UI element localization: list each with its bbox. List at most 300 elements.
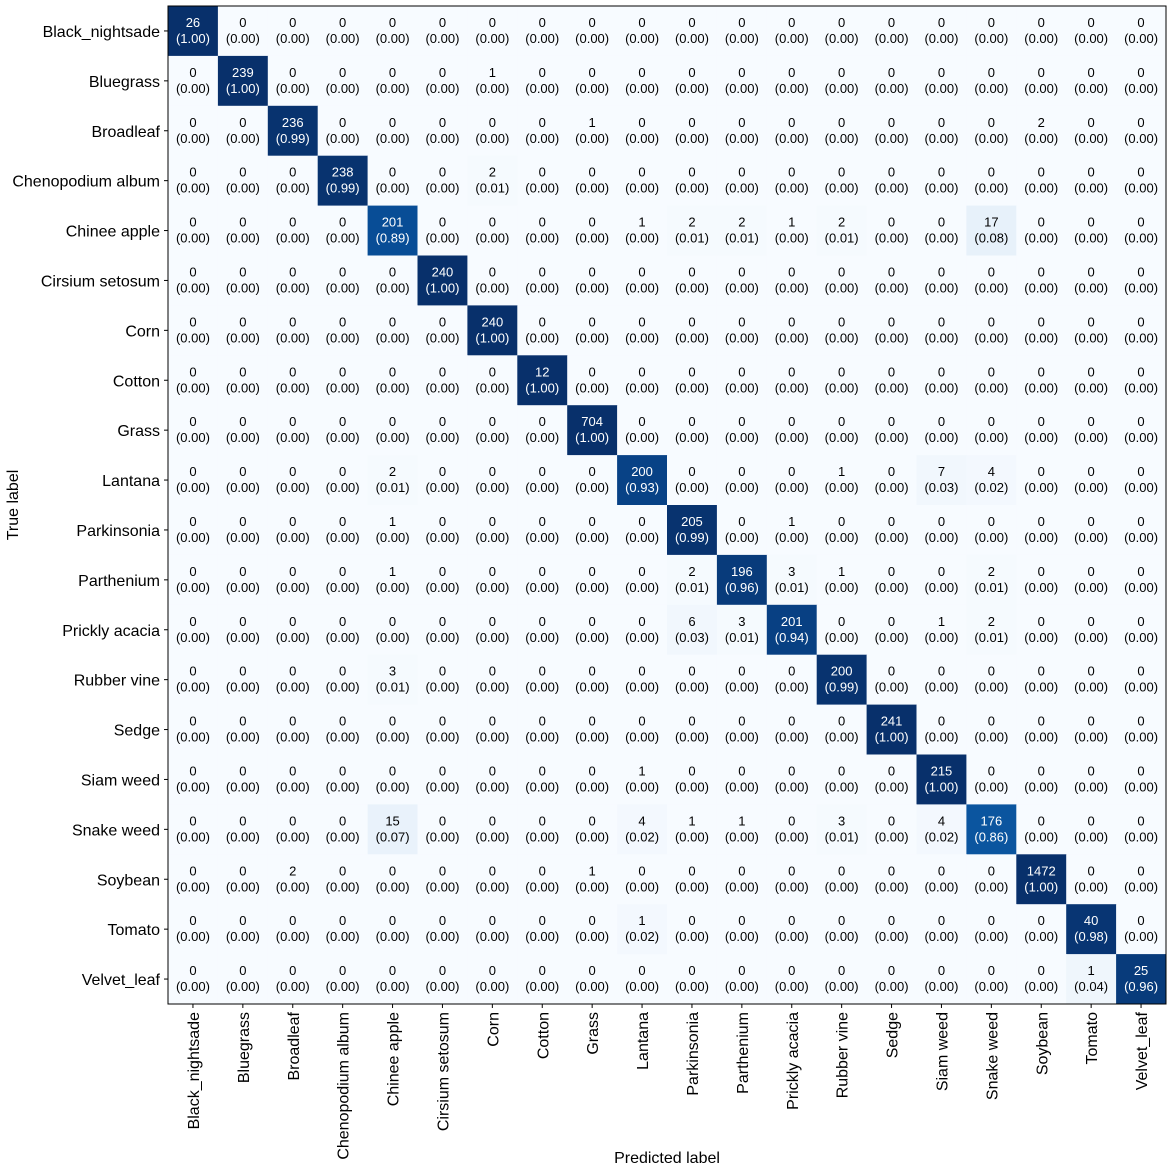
cell-count-label: 0	[987, 314, 995, 330]
cell-fraction-label: (0.00)	[525, 180, 560, 196]
y-tick-label: Soybean	[96, 872, 160, 890]
cell-count-label: 0	[987, 713, 995, 729]
cell-count-label: 0	[339, 763, 347, 779]
cell-fraction-label: (0.00)	[824, 779, 859, 795]
cell-count-label: 3	[838, 813, 846, 829]
cell-count-label: 0	[1037, 264, 1045, 280]
y-tick-label: Lantana	[102, 473, 160, 491]
cell-count-label: 0	[438, 214, 447, 230]
cell-count-label: 0	[588, 913, 596, 929]
cell-count-label: 0	[438, 464, 447, 480]
cell-fraction-label: (0.00)	[175, 829, 210, 845]
cell-fraction-label: (0.00)	[874, 629, 909, 645]
cell-fraction-label: (0.00)	[874, 230, 909, 246]
cell-fraction-label: (0.00)	[425, 529, 460, 545]
y-tick-label: Siam weed	[80, 772, 160, 790]
cell-fraction-label: (0.00)	[375, 629, 410, 645]
cell-count-label: 0	[638, 663, 646, 679]
cell-count-label: 2	[1037, 114, 1045, 130]
cell-count-label: 0	[339, 464, 347, 480]
cell-count-label: 0	[838, 913, 846, 929]
cell-count-label: 0	[838, 513, 846, 529]
cell-fraction-label: (0.00)	[425, 230, 460, 246]
cell-fraction-label: (0.00)	[325, 230, 360, 246]
cell-count-label: 0	[239, 763, 247, 779]
cell-count-label: 3	[738, 613, 746, 629]
cell-fraction-label: (0.00)	[724, 779, 759, 795]
cell-fraction-label: (0.00)	[175, 280, 210, 296]
cell-count-label: 12	[535, 364, 550, 380]
cell-count-label: 0	[588, 164, 596, 180]
cell-fraction-label: (0.00)	[1124, 879, 1159, 895]
cell-fraction-label: (0.00)	[325, 380, 360, 396]
cell-fraction-label: (0.00)	[1024, 430, 1059, 446]
cell-count-label: 0	[887, 563, 896, 579]
cell-fraction-label: (0.00)	[974, 430, 1009, 446]
y-tick-label: Chinee apple	[65, 223, 160, 241]
cell-fraction-label: (0.00)	[874, 779, 909, 795]
cell-fraction-label: (0.00)	[575, 579, 610, 595]
cell-fraction-label: (0.00)	[525, 629, 560, 645]
x-tick-labels	[186, 1004, 1151, 1160]
cell-count-label: 0	[1087, 364, 1095, 380]
cell-count-label: 0	[937, 264, 946, 280]
cell-count-label: 0	[937, 713, 946, 729]
cell-fraction-label: (0.00)	[674, 679, 709, 695]
cell-fraction-label: (0.00)	[674, 130, 709, 146]
cell-count-label: 0	[538, 563, 546, 579]
cell-count-label: 0	[1137, 813, 1145, 829]
cell-fraction-label: (0.00)	[1074, 579, 1109, 595]
cell-fraction-label: (0.00)	[225, 180, 260, 196]
cell-fraction-label: (0.00)	[774, 180, 809, 196]
cell-count-label: 0	[738, 114, 746, 130]
cell-count-label: 0	[189, 613, 197, 629]
cell-count-label: 0	[488, 763, 496, 779]
y-tick-label: Parkinsonia	[76, 522, 160, 540]
x-tick-label: Lantana	[635, 1012, 653, 1070]
cell-count-label: 0	[1087, 64, 1095, 80]
cell-count-label: 0	[638, 114, 646, 130]
cell-count-label: 0	[638, 713, 646, 729]
cell-count-label: 0	[189, 464, 197, 480]
cell-fraction-label: (0.96)	[724, 579, 759, 595]
cell-fraction-label: (0.01)	[375, 679, 410, 695]
cell-count-label: 0	[239, 813, 247, 829]
cell-fraction-label: (0.00)	[774, 30, 809, 46]
cell-count-label: 0	[738, 963, 746, 979]
cell-fraction-label: (0.00)	[425, 480, 460, 496]
cell-fraction-label: (0.00)	[724, 330, 759, 346]
cell-fraction-label: (0.00)	[275, 80, 310, 96]
cell-fraction-label: (0.00)	[575, 879, 610, 895]
heatmap-cells	[168, 6, 1167, 1005]
cell-fraction-label: (0.00)	[225, 879, 260, 895]
cell-fraction-label: (0.00)	[525, 280, 560, 296]
cell-fraction-label: (0.00)	[1124, 430, 1159, 446]
cell-count-label: 0	[1087, 114, 1095, 130]
cell-count-label: 0	[937, 863, 946, 879]
x-tick-label: Corn	[485, 1012, 503, 1047]
cell-fraction-label: (0.00)	[375, 529, 410, 545]
cell-count-label: 0	[1037, 563, 1045, 579]
cell-fraction-label: (0.00)	[724, 30, 759, 46]
cell-fraction-label: (0.00)	[275, 729, 310, 745]
cell-fraction-label: (0.00)	[525, 80, 560, 96]
cell-fraction-label: (0.00)	[425, 330, 460, 346]
cell-fraction-label: (0.00)	[225, 579, 260, 595]
cell-count-label: 0	[289, 414, 297, 430]
cell-fraction-label: (0.00)	[1024, 679, 1059, 695]
y-tick-label: Velvet_leaf	[81, 972, 160, 990]
cell-count-label: 0	[638, 613, 646, 629]
cell-fraction-label: (0.00)	[974, 380, 1009, 396]
cell-fraction-label: (0.01)	[974, 629, 1009, 645]
cell-fraction-label: (0.00)	[575, 80, 610, 96]
cell-fraction-label: (0.00)	[375, 280, 410, 296]
cell-fraction-label: (0.00)	[575, 130, 610, 146]
cell-fraction-label: (0.00)	[1124, 579, 1159, 595]
cell-fraction-label: (0.00)	[674, 380, 709, 396]
cell-fraction-label: (0.00)	[325, 280, 360, 296]
cell-count-label: 0	[1087, 464, 1095, 480]
cell-count-label: 0	[1087, 813, 1095, 829]
cell-count-label: 0	[538, 114, 546, 130]
cell-count-label: 0	[887, 663, 896, 679]
cell-count-label: 0	[588, 464, 596, 480]
cell-count-label: 0	[488, 414, 496, 430]
cell-fraction-label: (0.00)	[1074, 330, 1109, 346]
cell-count-label: 0	[1087, 164, 1095, 180]
cell-fraction-label: (0.00)	[525, 879, 560, 895]
cell-count-label: 0	[1087, 414, 1095, 430]
cell-fraction-label: (0.89)	[375, 230, 410, 246]
cell-count-label: 0	[488, 563, 496, 579]
cell-count-label: 0	[638, 963, 646, 979]
cell-count-label: 26	[185, 14, 201, 30]
cell-fraction-label: (0.00)	[1024, 629, 1059, 645]
cell-fraction-label: (0.00)	[375, 430, 410, 446]
cell-fraction-label: (0.00)	[575, 480, 610, 496]
cell-fraction-label: (0.00)	[1124, 629, 1159, 645]
cell-fraction-label: (0.00)	[525, 230, 560, 246]
cell-fraction-label: (0.00)	[774, 230, 809, 246]
cell-count-label: 3	[788, 563, 796, 579]
cell-count-label: 0	[388, 114, 397, 130]
cell-count-label: 0	[488, 513, 496, 529]
cell-count-label: 0	[838, 863, 846, 879]
cell-count-label: 0	[688, 314, 696, 330]
cell-count-label: 0	[388, 913, 397, 929]
cell-count-label: 196	[730, 563, 753, 579]
cell-count-label: 0	[289, 513, 297, 529]
cell-count-label: 4	[937, 813, 946, 829]
cell-count-label: 6	[688, 613, 696, 629]
cell-count-label: 0	[588, 563, 596, 579]
cell-fraction-label: (0.00)	[575, 529, 610, 545]
cell-fraction-label: (0.00)	[175, 480, 210, 496]
cell-count-label: 0	[488, 364, 496, 380]
cell-count-label: 0	[239, 713, 247, 729]
cell-count-label: 0	[738, 663, 746, 679]
cell-fraction-label: (0.00)	[674, 879, 709, 895]
cell-count-label: 1	[638, 913, 646, 929]
cell-fraction-label: (0.00)	[1074, 30, 1109, 46]
cell-count-label: 0	[1137, 64, 1145, 80]
cell-fraction-label: (0.00)	[924, 629, 959, 645]
cell-count-label: 0	[388, 14, 397, 30]
cell-count-label: 0	[488, 264, 496, 280]
cell-fraction-label: (0.00)	[575, 330, 610, 346]
cell-fraction-label: (0.00)	[375, 729, 410, 745]
cell-count-label: 2	[688, 214, 696, 230]
cell-fraction-label: (0.00)	[275, 280, 310, 296]
cell-fraction-label: (0.00)	[874, 579, 909, 595]
cell-count-label: 0	[788, 663, 796, 679]
cell-count-label: 0	[239, 464, 247, 480]
cell-count-label: 0	[189, 663, 197, 679]
cell-count-label: 0	[887, 513, 896, 529]
cell-fraction-label: (0.00)	[425, 879, 460, 895]
cell-fraction-label: (0.00)	[924, 879, 959, 895]
y-tick-label: Parthenium	[78, 572, 160, 590]
cell-count-label: 0	[438, 713, 447, 729]
cell-count-label: 0	[538, 14, 546, 30]
cell-count-label: 0	[189, 863, 197, 879]
cell-fraction-label: (0.00)	[225, 380, 260, 396]
cell-count-label: 0	[388, 64, 397, 80]
cell-fraction-label: (0.00)	[724, 80, 759, 96]
cell-count-label: 0	[289, 563, 297, 579]
cell-fraction-label: (0.00)	[774, 529, 809, 545]
cell-fraction-label: (0.00)	[924, 80, 959, 96]
cell-count-label: 0	[738, 264, 746, 280]
x-axis-title: Predicted label	[614, 1150, 720, 1167]
y-tick-labels	[12, 24, 168, 989]
cell-count-label: 0	[987, 663, 995, 679]
cell-fraction-label: (0.00)	[325, 130, 360, 146]
cell-fraction-label: (0.00)	[724, 979, 759, 995]
cell-fraction-label: (0.01)	[724, 629, 759, 645]
cell-count-label: 0	[788, 14, 796, 30]
cell-fraction-label: (0.08)	[974, 230, 1009, 246]
cell-count-label: 0	[438, 364, 447, 380]
cell-fraction-label: (0.00)	[874, 529, 909, 545]
cell-fraction-label: (0.00)	[724, 929, 759, 945]
cell-fraction-label: (0.00)	[475, 779, 510, 795]
cell-count-label: 0	[339, 364, 347, 380]
cell-fraction-label: (0.00)	[974, 529, 1009, 545]
cell-fraction-label: (1.00)	[175, 30, 210, 46]
cell-fraction-label: (0.00)	[275, 929, 310, 945]
x-tick-label: Siam weed	[934, 1011, 952, 1092]
cell-count-label: 0	[538, 713, 546, 729]
x-tick-label: Velvet_leaf	[1134, 1012, 1152, 1091]
cell-fraction-label: (1.00)	[924, 779, 959, 795]
cell-count-label: 2	[688, 563, 696, 579]
y-tick-label: Rubber vine	[73, 672, 160, 690]
cell-fraction-label: (0.94)	[774, 629, 809, 645]
cell-fraction-label: (0.00)	[874, 330, 909, 346]
cell-fraction-label: (0.00)	[575, 979, 610, 995]
cell-count-label: 0	[688, 164, 696, 180]
cell-fraction-label: (0.00)	[974, 729, 1009, 745]
cell-count-label: 1	[638, 214, 646, 230]
cell-fraction-label: (0.00)	[475, 979, 510, 995]
cell-fraction-label: (0.04)	[1074, 979, 1109, 995]
cell-fraction-label: (0.00)	[924, 180, 959, 196]
cell-fraction-label: (0.00)	[525, 779, 560, 795]
cell-fraction-label: (0.00)	[824, 130, 859, 146]
cell-count-label: 0	[339, 963, 347, 979]
cell-fraction-label: (0.00)	[225, 130, 260, 146]
cell-count-label: 0	[289, 963, 297, 979]
cell-count-label: 2	[388, 464, 397, 480]
cell-count-label: 0	[788, 763, 796, 779]
x-tick-label: Snake weed	[984, 1012, 1002, 1101]
cell-fraction-label: (0.00)	[275, 529, 310, 545]
cell-count-label: 0	[388, 314, 397, 330]
cell-count-label: 0	[289, 713, 297, 729]
cell-fraction-label: (0.00)	[774, 130, 809, 146]
cell-fraction-label: (0.00)	[974, 879, 1009, 895]
cell-fraction-label: (0.00)	[525, 430, 560, 446]
cell-fraction-label: (0.00)	[924, 30, 959, 46]
cell-count-label: 0	[189, 264, 197, 280]
cell-fraction-label: (0.00)	[225, 779, 260, 795]
x-tick-label: Grass	[585, 1012, 603, 1055]
cell-fraction-label: (0.96)	[1124, 979, 1159, 995]
cell-fraction-label: (0.00)	[575, 929, 610, 945]
cell-fraction-label: (0.00)	[774, 779, 809, 795]
cell-fraction-label: (0.00)	[575, 829, 610, 845]
cell-fraction-label: (0.00)	[824, 330, 859, 346]
cell-count-label: 0	[1037, 414, 1045, 430]
cell-fraction-label: (0.00)	[1124, 230, 1159, 246]
cell-count-label: 0	[438, 64, 447, 80]
cell-count-label: 0	[239, 114, 247, 130]
cell-fraction-label: (0.00)	[275, 979, 310, 995]
cell-count-label: 0	[887, 214, 896, 230]
cell-fraction-label: (0.00)	[924, 729, 959, 745]
cell-fraction-label: (0.00)	[724, 130, 759, 146]
cell-fraction-label: (0.00)	[625, 779, 660, 795]
cell-count-label: 0	[987, 963, 995, 979]
cell-fraction-label: (0.00)	[225, 679, 260, 695]
cell-count-label: 0	[239, 863, 247, 879]
cell-fraction-label: (0.00)	[275, 180, 310, 196]
cell-count-label: 0	[788, 913, 796, 929]
cell-fraction-label: (0.00)	[824, 280, 859, 296]
cell-fraction-label: (0.00)	[924, 529, 959, 545]
cell-count-label: 0	[438, 863, 447, 879]
cell-count-label: 0	[289, 364, 297, 380]
cell-count-label: 1	[388, 563, 397, 579]
cell-count-label: 0	[738, 364, 746, 380]
cell-fraction-label: (0.99)	[824, 679, 859, 695]
cell-fraction-label: (0.00)	[275, 330, 310, 346]
cell-fraction-label: (0.00)	[824, 629, 859, 645]
cell-fraction-label: (0.00)	[475, 30, 510, 46]
cell-count-label: 0	[189, 913, 197, 929]
cell-count-label: 0	[438, 14, 447, 30]
cell-fraction-label: (0.00)	[1124, 829, 1159, 845]
cell-count-label: 0	[1137, 114, 1145, 130]
cell-fraction-label: (0.02)	[974, 480, 1009, 496]
cell-fraction-label: (0.00)	[325, 529, 360, 545]
cell-count-label: 1	[488, 64, 496, 80]
cell-fraction-label: (0.00)	[175, 979, 210, 995]
cell-count-label: 0	[1137, 663, 1145, 679]
cell-count-label: 0	[788, 863, 796, 879]
cell-count-label: 1	[638, 763, 646, 779]
cell-fraction-label: (0.00)	[425, 80, 460, 96]
cell-count-label: 0	[488, 114, 496, 130]
cell-count-label: 0	[239, 563, 247, 579]
cell-count-label: 0	[788, 713, 796, 729]
cell-fraction-label: (0.00)	[674, 280, 709, 296]
cell-count-label: 0	[339, 813, 347, 829]
cell-count-label: 0	[738, 513, 746, 529]
cell-fraction-label: (0.00)	[225, 430, 260, 446]
cell-count-label: 0	[838, 64, 846, 80]
cell-count-label: 0	[1087, 264, 1095, 280]
cell-fraction-label: (0.00)	[674, 829, 709, 845]
cell-fraction-label: (0.00)	[425, 979, 460, 995]
cell-count-label: 0	[289, 663, 297, 679]
cell-fraction-label: (0.00)	[475, 679, 510, 695]
cell-fraction-label: (0.00)	[874, 929, 909, 945]
cell-count-label: 0	[289, 214, 297, 230]
cell-fraction-label: (0.00)	[924, 380, 959, 396]
cell-count-label: 0	[738, 464, 746, 480]
cell-count-label: 0	[987, 913, 995, 929]
cell-fraction-label: (0.00)	[674, 729, 709, 745]
x-tick-label: Prickly acacia	[784, 1012, 802, 1110]
cell-fraction-label: (0.00)	[1074, 230, 1109, 246]
cell-fraction-label: (0.00)	[375, 380, 410, 396]
cell-count-label: 0	[987, 513, 995, 529]
cell-fraction-label: (0.00)	[225, 929, 260, 945]
cell-count-label: 0	[688, 364, 696, 380]
cell-fraction-label: (0.00)	[1074, 130, 1109, 146]
cell-count-label: 0	[788, 813, 796, 829]
cell-count-label: 0	[937, 414, 946, 430]
cell-fraction-label: (0.00)	[1024, 929, 1059, 945]
cell-count-label: 0	[488, 713, 496, 729]
cell-fraction-label: (0.00)	[774, 729, 809, 745]
cell-count-label: 0	[438, 513, 447, 529]
x-tick-label: Chinee apple	[385, 1012, 403, 1107]
cell-count-label: 0	[887, 114, 896, 130]
cell-fraction-label: (0.00)	[175, 330, 210, 346]
cell-count-label: 0	[588, 763, 596, 779]
cell-fraction-label: (0.00)	[375, 30, 410, 46]
cell-count-label: 0	[1137, 14, 1145, 30]
cell-count-label: 0	[1137, 464, 1145, 480]
y-tick-label: Chenopodium album	[12, 173, 160, 191]
cell-fraction-label: (0.00)	[525, 829, 560, 845]
cell-count-label: 0	[388, 763, 397, 779]
x-tick-label: Parthenium	[734, 1012, 752, 1094]
cell-fraction-label: (0.00)	[475, 629, 510, 645]
cell-fraction-label: (0.00)	[525, 979, 560, 995]
cell-fraction-label: (0.00)	[325, 879, 360, 895]
cell-fraction-label: (0.00)	[1124, 679, 1159, 695]
cell-count-label: 0	[538, 164, 546, 180]
cell-fraction-label: (0.00)	[674, 180, 709, 196]
cell-count-label: 1	[788, 214, 796, 230]
